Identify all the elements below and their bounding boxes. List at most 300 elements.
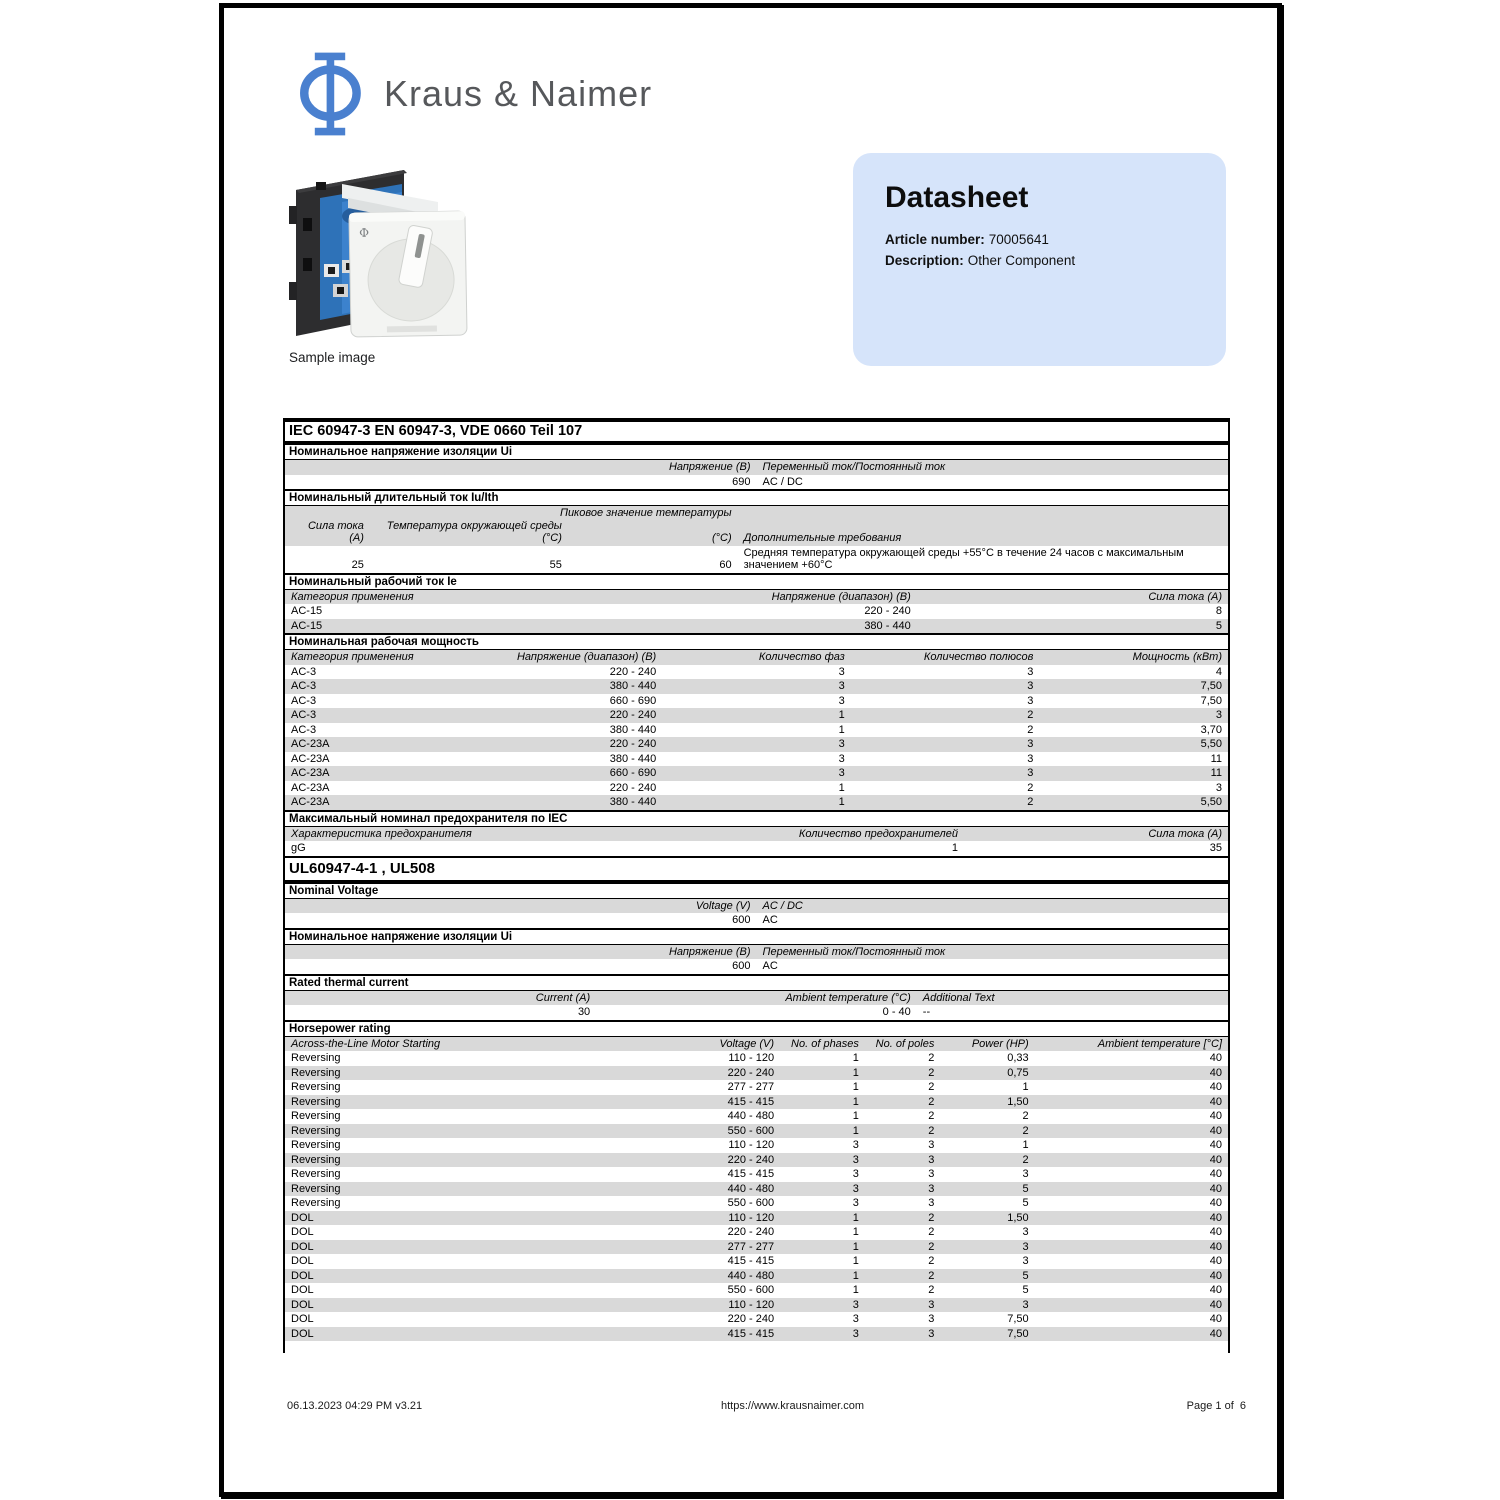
table-cell: DOL <box>285 1211 681 1226</box>
table-cell: 550 - 600 <box>727 1284 775 1296</box>
table-row <box>285 1225 1228 1240</box>
table-cell: 415 - 415 <box>681 1095 780 1110</box>
table-cell: 2 <box>1027 723 1034 736</box>
table-cell: 5,50 <box>1039 795 1228 810</box>
table-cell: DOL <box>285 1327 681 1342</box>
table-row <box>285 841 1228 856</box>
table-cell: Reversing <box>291 1081 341 1093</box>
table-cell: 1,50 <box>940 1095 1034 1110</box>
table-cell: Reversing <box>291 1197 341 1209</box>
table-cell: 40 <box>1209 1284 1222 1296</box>
table-row <box>285 1254 1228 1269</box>
table-cell: 277 - 277 <box>727 1081 775 1093</box>
table-row <box>285 737 1228 752</box>
brand-name: Kraus & Naimer <box>384 73 653 114</box>
table-cell: 8 <box>1215 605 1222 617</box>
table-cell: 0 - 40 <box>882 1006 911 1018</box>
table-cell: Reversing <box>285 1095 681 1110</box>
table-row <box>285 604 1228 619</box>
table-cell: 380 - 440 <box>492 795 662 810</box>
table-cell: 1 <box>780 1124 865 1139</box>
footer-date: 06.13.2023 04:29 PM v3.21 <box>287 1400 423 1412</box>
table-cell: 35 <box>1209 842 1222 854</box>
description-line <box>885 250 1194 271</box>
table-cell: AC-3 <box>291 723 317 736</box>
table-row <box>285 1005 1228 1020</box>
table-cell: 2 <box>928 1052 935 1064</box>
table-cell: 2 <box>865 1211 940 1226</box>
table-cell: 440 - 480 <box>681 1182 780 1197</box>
spec-section <box>285 856 1228 882</box>
table-cell: Reversing <box>291 1052 341 1064</box>
table-cell: 3 <box>852 1197 859 1209</box>
table-row <box>285 1138 1228 1153</box>
header-cell: Переменный ток/Постоянный ток <box>757 944 1229 959</box>
table-tail <box>285 1341 1228 1353</box>
spec-section <box>285 443 1228 489</box>
table-cell: Reversing <box>291 1110 341 1122</box>
table-cell: 110 - 120 <box>728 1052 775 1064</box>
table-row <box>285 1211 1228 1226</box>
table-cell: 40 <box>1035 1124 1228 1139</box>
table-cell: 1 <box>1022 1139 1029 1151</box>
table-cell: AC-23A <box>285 766 492 781</box>
table-cell: 277 - 277 <box>681 1240 780 1255</box>
spec-section <box>285 422 1228 443</box>
table-cell: 30 <box>577 1006 591 1018</box>
table-cell: 3 <box>780 1182 865 1197</box>
datasheet-title: Datasheet <box>885 181 1029 214</box>
header-cell: No. of phases <box>780 1036 865 1051</box>
header-cell: Мощность (кВт) <box>1039 650 1228 665</box>
header-cell: Сила тока (А) <box>917 589 1228 604</box>
header-cell: Пиковое значение температуры <box>285 506 738 520</box>
table-cell: 440 - 480 <box>681 1269 780 1284</box>
table-row <box>285 1167 1228 1182</box>
table-cell: AC-15 <box>291 605 323 617</box>
table-cell: AC <box>762 960 778 972</box>
table-cell: 3 <box>928 1313 935 1325</box>
table-cell: 110 - 120 <box>728 1139 775 1151</box>
table-cell: 5 <box>940 1182 1034 1197</box>
table-cell: 40 <box>1209 1255 1222 1267</box>
table-cell: 40 <box>1209 1226 1222 1238</box>
product-image <box>286 160 476 350</box>
table-cell: 2 <box>928 1110 935 1122</box>
table-cell: 3 <box>940 1298 1034 1313</box>
table-cell: 415 - 415 <box>681 1327 780 1342</box>
table-cell: 40 <box>1209 1197 1222 1209</box>
table-row <box>285 679 1228 694</box>
header-cell: Температура окружающей среды (°С) <box>370 520 568 546</box>
table-cell: 2 <box>940 1153 1034 1168</box>
table-cell: 1 <box>662 795 851 810</box>
header-cell: Категория применения <box>285 650 492 665</box>
table-cell: 220 - 240 <box>609 781 657 794</box>
table-cell: 2 <box>928 1284 935 1296</box>
table-cell: 3 <box>662 766 851 781</box>
svg-text:Φ: Φ <box>359 225 370 240</box>
table-cell: 3 <box>865 1182 940 1197</box>
table-cell: 3 <box>1215 781 1222 794</box>
table-cell: 1 <box>780 1066 865 1081</box>
table-cell: DOL <box>285 1240 681 1255</box>
table-cell: 40 <box>1035 1182 1228 1197</box>
table-row <box>285 1095 1228 1110</box>
table-cell: 220 - 240 <box>864 605 911 617</box>
table-cell: 415 - 415 <box>727 1255 775 1267</box>
table-cell: 3 <box>838 694 845 707</box>
description-label: Description: <box>885 253 964 268</box>
table-cell: 1 <box>852 1226 859 1238</box>
table-cell: 3 <box>838 752 845 765</box>
table-row <box>285 1269 1228 1284</box>
table-row <box>285 1312 1228 1327</box>
table-cell: 3 <box>780 1298 865 1313</box>
table-cell: 380 - 440 <box>609 752 657 765</box>
table-cell: -- <box>922 1006 931 1018</box>
table-cell: 110 - 120 <box>681 1211 780 1226</box>
table-row <box>285 619 1228 634</box>
table-cell: 1 <box>852 1110 859 1122</box>
header-cell: Current (A) <box>285 990 596 1005</box>
table-cell: Reversing <box>291 1139 341 1151</box>
table-cell: 3 <box>865 1298 940 1313</box>
table-row <box>285 1051 1228 1066</box>
table-cell: 2 <box>928 1081 935 1093</box>
table-cell: Reversing <box>285 1182 681 1197</box>
table-cell: 3 <box>1022 1226 1029 1238</box>
section-title: Rated thermal current <box>285 975 1228 991</box>
spec-section <box>285 1020 1228 1342</box>
table-cell: 220 - 240 <box>492 737 662 752</box>
table-cell: 3 <box>662 737 851 752</box>
header-cell: Ambient temperature (°C) <box>596 990 917 1005</box>
table-row <box>285 1066 1228 1081</box>
table-cell: 1 <box>852 1255 859 1267</box>
spec-section <box>285 882 1228 928</box>
table-cell: 550 - 600 <box>727 1197 775 1209</box>
table-cell: 3 <box>780 1153 865 1168</box>
table-row <box>285 546 1228 573</box>
spec-section <box>285 928 1228 974</box>
table-cell: 220 - 240 <box>681 1153 780 1168</box>
table-cell: AC-3 <box>291 665 317 678</box>
article-number-label: Article number: <box>885 232 985 247</box>
footer <box>224 1400 1277 1416</box>
table-cell: 2 <box>865 1066 940 1081</box>
table-cell: 40 <box>1209 1168 1222 1180</box>
table-cell: Reversing <box>291 1168 341 1180</box>
header-cell: Количество фаз <box>662 650 851 665</box>
table-cell: AC-23A <box>285 795 492 810</box>
table-cell: 7,50 <box>1200 694 1222 707</box>
table-cell: 40 <box>1035 1298 1228 1313</box>
table-cell: 415 - 415 <box>727 1168 775 1180</box>
table-cell: 3 <box>851 679 1040 694</box>
header-cell: Ambient temperature [°C] <box>1035 1036 1228 1051</box>
header-cell: Сила тока (А) <box>964 826 1228 841</box>
table-row <box>285 723 1228 738</box>
table-cell: 55 <box>549 559 562 571</box>
table-cell: AC-3 <box>285 708 492 723</box>
table-row <box>285 1080 1228 1095</box>
section-title: Номинальный длительный ток Iu/Ith <box>285 490 1228 506</box>
table-cell: 2 <box>1022 1110 1029 1122</box>
table-cell: 3,70 <box>1200 723 1222 736</box>
rotary-switch-illustration <box>286 160 476 350</box>
table-cell: DOL <box>291 1226 314 1238</box>
table-cell: 3 <box>928 1139 935 1151</box>
header-cell: Количество полюсов <box>851 650 1040 665</box>
table-cell: Reversing <box>285 1066 681 1081</box>
table-cell: 1 <box>780 1211 865 1226</box>
table-cell: 40 <box>1035 1269 1228 1284</box>
table-title: UL60947-4-1 , UL508 <box>285 857 1228 881</box>
table-cell: 220 - 240 <box>727 1313 775 1325</box>
table-cell: 40 <box>1209 1313 1222 1325</box>
table-cell: 1 <box>780 1095 865 1110</box>
table-row <box>285 665 1228 680</box>
table-cell: 600 <box>732 914 751 926</box>
table-cell: 2 <box>940 1124 1034 1139</box>
table-cell: 11 <box>1210 752 1222 765</box>
header-cell <box>738 506 1228 520</box>
table-cell: 2 <box>865 1269 940 1284</box>
section-title: Номинальное напряжение изоляции Ui <box>285 444 1228 460</box>
table-cell: Reversing <box>285 1153 681 1168</box>
table-row <box>285 694 1228 709</box>
table-cell: 2 <box>865 1124 940 1139</box>
header-cell: (°С) <box>568 520 738 546</box>
table-cell: 5,50 <box>1039 737 1228 752</box>
datasheet-card <box>853 153 1226 366</box>
table-cell: 40 <box>1035 1153 1228 1168</box>
table-cell: 3 <box>1022 1255 1029 1267</box>
table-cell: 1 <box>838 723 845 736</box>
table-cell: 0,33 <box>1007 1052 1029 1064</box>
table-cell: 220 - 240 <box>609 665 657 678</box>
table-row <box>285 766 1228 781</box>
table-cell: 3 <box>1039 708 1228 723</box>
header-cell: Additional Text <box>917 990 1228 1005</box>
table-cell: 3 <box>662 679 851 694</box>
header-cell: Voltage (V) <box>681 1036 780 1051</box>
table-cell: 1 <box>951 842 958 854</box>
section-title: Номинальная рабочая мощность <box>285 634 1228 650</box>
table-cell: 40 <box>1035 1240 1228 1255</box>
spec-section <box>285 810 1228 856</box>
spec-section <box>285 489 1228 573</box>
table-cell: 3 <box>865 1327 940 1342</box>
table-cell: 1,50 <box>940 1211 1034 1226</box>
header-cell: Количество предохранителей <box>757 826 964 841</box>
table-row <box>285 1182 1228 1197</box>
header-cell: Переменный ток/Постоянный ток <box>757 460 1229 475</box>
header-cell: Напряжение (В) <box>285 944 757 959</box>
table-cell: 1 <box>852 1081 859 1093</box>
brand-logo <box>292 52 652 136</box>
table-cell: 40 <box>1035 1095 1228 1110</box>
table-cell: 2 <box>865 1240 940 1255</box>
table-cell: 4 <box>1215 665 1222 678</box>
header-cell: Напряжение (диапазон) (В) <box>492 650 662 665</box>
section-title: Номинальное напряжение изоляции Ui <box>285 929 1228 945</box>
table-cell: 660 - 690 <box>492 766 662 781</box>
table-cell: 220 - 240 <box>492 708 662 723</box>
table-row <box>285 752 1228 767</box>
table-cell: AC-23A <box>291 752 330 765</box>
table-cell: 1 <box>780 1240 865 1255</box>
table-cell: 3 <box>928 1168 935 1180</box>
table-row <box>285 1153 1228 1168</box>
table-cell: 3 <box>838 665 845 678</box>
section-title: Horsepower rating <box>285 1021 1228 1037</box>
table-cell: 550 - 600 <box>681 1124 780 1139</box>
table-cell: 3 <box>851 737 1040 752</box>
table-cell: 40 <box>1035 1066 1228 1081</box>
table-cell: 3 <box>1027 752 1034 765</box>
table-cell: DOL <box>291 1255 314 1267</box>
table-cell: 3 <box>928 1197 935 1209</box>
table-cell: DOL <box>291 1313 314 1325</box>
table-cell: 3 <box>851 766 1040 781</box>
table-row <box>285 959 1228 974</box>
table-title: IEC 60947-3 EN 60947-3, VDE 0660 Teil 107 <box>285 422 1228 442</box>
table-row <box>285 1196 1228 1211</box>
table-row <box>285 1124 1228 1139</box>
table-cell: AC-3 <box>291 694 317 707</box>
table-cell: Reversing <box>285 1124 681 1139</box>
section-title: Nominal Voltage <box>285 883 1228 899</box>
header-cell: Напряжение (диапазон) (В) <box>757 589 917 604</box>
footer-page-number: Page 1 of 6 <box>1186 1400 1246 1412</box>
table-cell: DOL <box>291 1284 314 1296</box>
header-cell: Характеристика предохранителя <box>285 826 757 841</box>
table-cell: 7,50 <box>1039 679 1228 694</box>
table-cell: 110 - 120 <box>681 1298 780 1313</box>
table-row <box>285 1298 1228 1313</box>
table-row <box>285 475 1228 490</box>
spec-section <box>285 633 1228 810</box>
table-row <box>285 1283 1228 1298</box>
table-cell: gG <box>291 842 306 854</box>
table-cell: AC-15 <box>285 619 757 634</box>
header-cell: Дополнительные требования <box>738 520 1228 546</box>
table-cell: AC <box>762 914 778 926</box>
table-cell: 2 <box>928 1255 935 1267</box>
table-cell: 220 - 240 <box>681 1066 780 1081</box>
sample-image-caption: Sample image <box>289 350 376 365</box>
header-cell: Power (HP) <box>940 1036 1034 1051</box>
table-cell: 5 <box>917 619 1228 634</box>
table-cell: 40 <box>1035 1327 1228 1342</box>
table-row <box>285 1240 1228 1255</box>
table-cell: 3 <box>852 1168 859 1180</box>
section-title: Максимальный номинал предохранителя по IEC <box>285 811 1228 827</box>
table-cell: 3 <box>940 1240 1034 1255</box>
table-cell: 40 <box>1209 1110 1222 1122</box>
table-row <box>285 1327 1228 1342</box>
phi-logo-icon <box>292 52 368 136</box>
header-cell: Напряжение (В) <box>285 460 757 475</box>
table-cell: 600 <box>732 960 751 972</box>
header-cell: No. of poles <box>865 1036 940 1051</box>
spec-section <box>285 974 1228 1020</box>
header-cell: Категория применения <box>285 589 757 604</box>
table-cell: 3 <box>1027 694 1034 707</box>
table-cell: 380 - 440 <box>492 679 662 694</box>
table-cell: AC / DC <box>762 475 803 488</box>
article-number-value: 70005641 <box>988 232 1049 247</box>
table-cell: 220 - 240 <box>727 1226 775 1238</box>
table-cell: 3 <box>852 1313 859 1325</box>
table-cell: 7,50 <box>940 1327 1034 1342</box>
table-cell: 1 <box>852 1284 859 1296</box>
description-value: Other Component <box>967 253 1076 268</box>
header-cell: Сила тока (А) <box>285 520 370 546</box>
table-cell: 2 <box>851 708 1040 723</box>
table-cell: 2 <box>865 1095 940 1110</box>
table-cell: 5 <box>1022 1284 1029 1296</box>
table-cell: 2 <box>928 1226 935 1238</box>
table-cell: 380 - 440 <box>609 723 657 736</box>
table-cell: 60 <box>719 559 732 571</box>
table-row <box>285 708 1228 723</box>
table-cell: 2 <box>851 795 1040 810</box>
table-row <box>285 913 1228 928</box>
table-cell: 40 <box>1035 1211 1228 1226</box>
footer-url: https://www.krausnaimer.com <box>721 1400 865 1412</box>
table-row <box>285 781 1228 796</box>
table-cell: 3 <box>1027 665 1034 678</box>
table-cell: AC-3 <box>285 679 492 694</box>
table-cell: 380 - 440 <box>757 619 917 634</box>
table-cell: 440 - 480 <box>727 1110 775 1122</box>
table-cell: 1 <box>780 1269 865 1284</box>
spec-section <box>285 573 1228 634</box>
section-title: Номинальный рабочий ток Ie <box>285 574 1228 590</box>
table-cell: 1 <box>838 781 845 794</box>
table-cell: 3 <box>865 1153 940 1168</box>
table-cell: 1 <box>662 708 851 723</box>
table-row <box>285 1109 1228 1124</box>
header-cell: Across-the-Line Motor Starting <box>285 1036 681 1051</box>
table-cell: DOL <box>285 1298 681 1313</box>
table-cell: DOL <box>285 1269 681 1284</box>
table-cell: 690 <box>732 475 751 488</box>
table-cell: 7,50 <box>1007 1313 1029 1325</box>
table-cell: 3 <box>780 1327 865 1342</box>
table-cell: 3 <box>852 1139 859 1151</box>
table-cell: 2 <box>1027 781 1034 794</box>
spec-table <box>283 418 1230 1353</box>
header-cell: AC / DC <box>757 898 1229 913</box>
table-cell: 40 <box>1209 1139 1222 1151</box>
table-cell: 660 - 690 <box>609 694 657 707</box>
table-cell: AC-23A <box>285 737 492 752</box>
article-number-line <box>885 229 1194 250</box>
table-cell: AC-23A <box>291 781 330 794</box>
table-cell: 0,75 <box>940 1066 1034 1081</box>
header-cell: Voltage (V) <box>285 898 757 913</box>
table-cell: 1 <box>852 1052 859 1064</box>
table-cell: 1 <box>1022 1081 1029 1093</box>
table-cell: Средняя температура окружающей среды +55°С в течение 24 часов с максимальным значением +60°С <box>743 546 1184 571</box>
page <box>219 3 1282 1497</box>
table-cell: 5 <box>940 1269 1034 1284</box>
table-cell: 3 <box>1022 1168 1029 1180</box>
